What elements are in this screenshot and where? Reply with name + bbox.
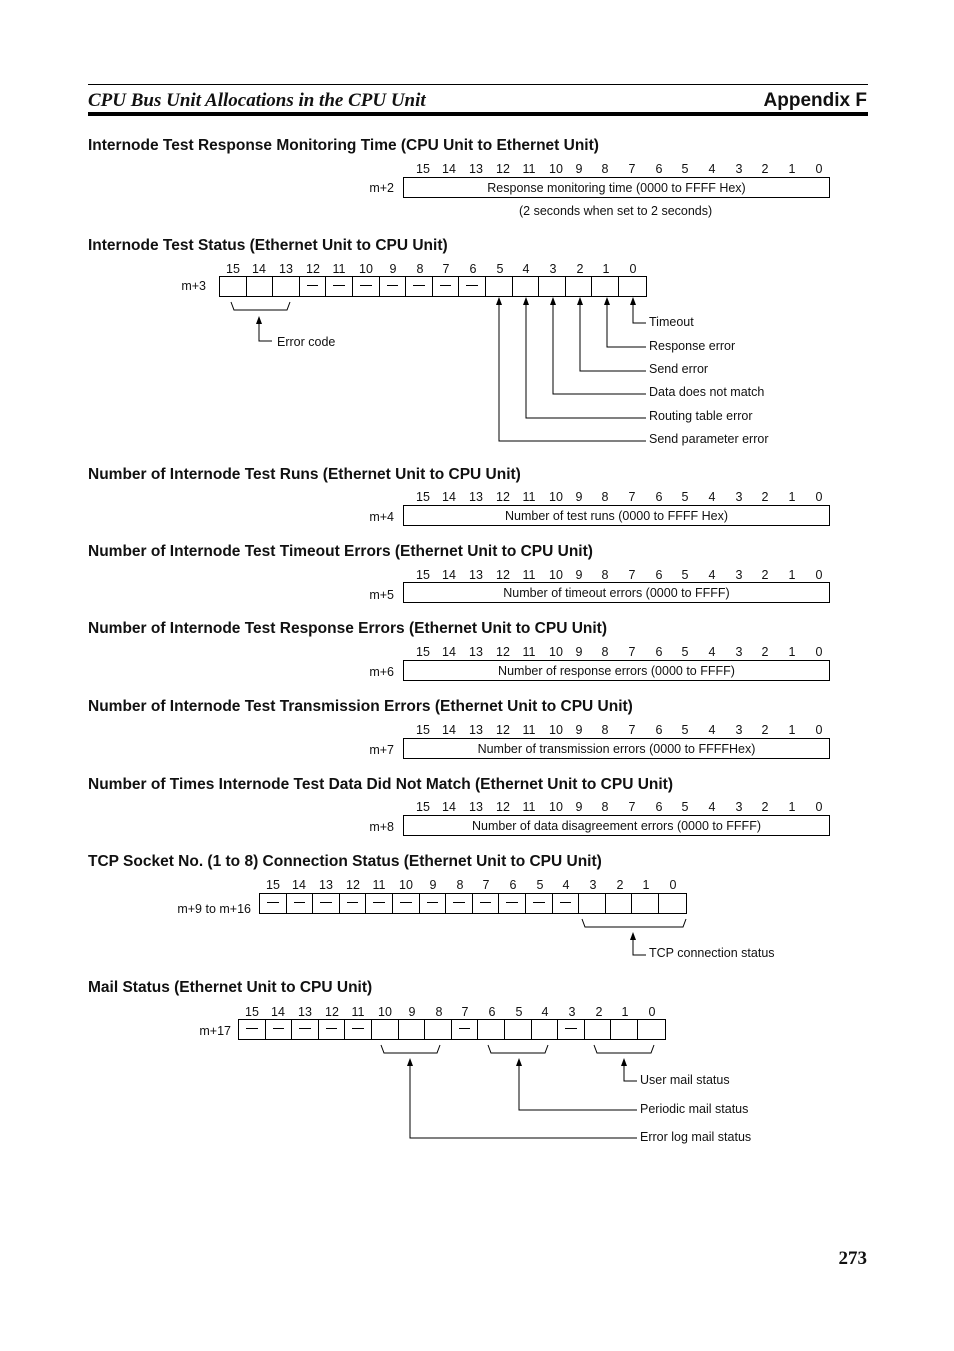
bit-number: 4 xyxy=(708,162,716,176)
bit-cell xyxy=(220,277,247,296)
bit-number: 4 xyxy=(708,645,716,659)
bit-cell-reserved xyxy=(446,894,473,913)
bit-number: 5 xyxy=(515,1005,523,1019)
bit-number: 15 xyxy=(416,645,430,659)
bit-number: 10 xyxy=(549,645,563,659)
bit-cell-reserved xyxy=(292,1020,319,1039)
bit-number: 12 xyxy=(496,800,510,814)
bit-cell xyxy=(247,277,274,296)
bit-number: 14 xyxy=(271,1005,285,1019)
bit-cell xyxy=(659,894,686,913)
bit-cell-reserved xyxy=(326,277,353,296)
bit-cell xyxy=(486,277,513,296)
bit-number: 15 xyxy=(416,568,430,582)
bit-cell-reserved xyxy=(340,894,367,913)
bit-cell-reserved xyxy=(313,894,340,913)
bit-number: 8 xyxy=(435,1005,443,1019)
bit-number: 2 xyxy=(595,1005,603,1019)
bit-number: 2 xyxy=(616,878,624,892)
bit-number: 4 xyxy=(708,800,716,814)
bit-number: 15 xyxy=(416,800,430,814)
appendix-label: Appendix F xyxy=(763,90,867,111)
bit-number: 3 xyxy=(735,568,743,582)
register-label: m+2 xyxy=(369,181,394,195)
bit-number: 10 xyxy=(549,800,563,814)
register-label: m+7 xyxy=(369,743,394,757)
section-title-internode-test-status: Internode Test Status (Ethernet Unit to CPU Unit) xyxy=(88,237,448,254)
bit-number: 10 xyxy=(359,262,373,276)
bit-number: 8 xyxy=(601,800,609,814)
label-routing-table-error: Routing table error xyxy=(649,409,753,423)
bit-number: 10 xyxy=(378,1005,392,1019)
bit-cell-reserved xyxy=(420,894,447,913)
bit-number: 2 xyxy=(761,645,769,659)
bit-number: 10 xyxy=(549,162,563,176)
bit-cell-reserved xyxy=(558,1020,585,1039)
bit-cells xyxy=(259,893,687,914)
bit-numbers xyxy=(0,723,954,739)
bit-numbers xyxy=(0,645,954,661)
bit-number: 6 xyxy=(655,800,663,814)
bit-number: 4 xyxy=(522,262,530,276)
label-user-mail-status: User mail status xyxy=(640,1073,730,1087)
bit-number: 7 xyxy=(628,800,636,814)
bit-number: 14 xyxy=(442,568,456,582)
bit-number: 0 xyxy=(815,490,823,504)
word-field-box: Response monitoring time (0000 to FFFF Hex) xyxy=(403,177,830,198)
bit-number: 13 xyxy=(298,1005,312,1019)
bit-cell-reserved xyxy=(319,1020,346,1039)
bit-cell xyxy=(425,1020,452,1039)
bit-number: 14 xyxy=(442,800,456,814)
section-title-transmission-errors: Number of Internode Test Transmission Errors (Ethernet Unit to CPU Unit) xyxy=(88,698,633,715)
bit-number: 2 xyxy=(761,162,769,176)
bit-number: 4 xyxy=(708,490,716,504)
bit-number: 10 xyxy=(549,723,563,737)
bit-number: 2 xyxy=(761,800,769,814)
bit-number: 7 xyxy=(628,490,636,504)
bit-number: 0 xyxy=(815,723,823,737)
bit-number: 5 xyxy=(681,645,689,659)
bit-number: 1 xyxy=(788,568,796,582)
bit-cell xyxy=(611,1020,638,1039)
bit-number: 10 xyxy=(549,490,563,504)
bit-number: 12 xyxy=(346,878,360,892)
bit-number: 0 xyxy=(815,800,823,814)
bit-number: 4 xyxy=(708,723,716,737)
bit-cell xyxy=(606,894,633,913)
register-label: m+5 xyxy=(369,588,394,602)
bit-cell-reserved xyxy=(345,1020,372,1039)
bit-number: 11 xyxy=(522,723,536,737)
bit-number: 7 xyxy=(628,162,636,176)
bit-number: 7 xyxy=(482,878,490,892)
bit-number: 5 xyxy=(536,878,544,892)
label-response-error: Response error xyxy=(649,339,736,353)
bit-number: 5 xyxy=(681,568,689,582)
section-title-tcp-socket-status: TCP Socket No. (1 to 8) Connection Status (Ethernet Unit to CPU Unit) xyxy=(88,853,602,870)
bit-number: 12 xyxy=(496,490,510,504)
bit-number: 6 xyxy=(509,878,517,892)
bit-number: 3 xyxy=(589,878,597,892)
bit-number: 15 xyxy=(266,878,280,892)
word-field-box: Number of data disagreement errors (0000 to FFFF) xyxy=(403,815,830,836)
bit-cell-reserved xyxy=(499,894,526,913)
bit-number: 15 xyxy=(416,162,430,176)
bit-cell-reserved xyxy=(366,894,393,913)
bit-cell-reserved xyxy=(526,894,553,913)
bit-number: 6 xyxy=(655,723,663,737)
bit-number: 12 xyxy=(496,645,510,659)
bit-number: 8 xyxy=(456,878,464,892)
bit-number: 11 xyxy=(522,645,536,659)
bit-number: 2 xyxy=(576,262,584,276)
label-send-parameter-error: Send parameter error xyxy=(649,432,769,446)
bit-number: 0 xyxy=(815,162,823,176)
bit-number: 6 xyxy=(655,162,663,176)
bit-cell-reserved xyxy=(452,1020,479,1039)
bit-number: 11 xyxy=(522,162,536,176)
bit-number: 12 xyxy=(325,1005,339,1019)
bit-number: 8 xyxy=(601,723,609,737)
bit-number: 5 xyxy=(681,490,689,504)
bit-number: 13 xyxy=(279,262,293,276)
bit-number: 7 xyxy=(628,723,636,737)
bit-cell-reserved xyxy=(260,894,287,913)
label-data-mismatch: Data does not match xyxy=(649,385,765,399)
bit-number: 3 xyxy=(735,800,743,814)
bit-number: 9 xyxy=(575,723,583,737)
bit-number: 13 xyxy=(469,162,483,176)
bit-number: 7 xyxy=(442,262,450,276)
bit-cell xyxy=(532,1020,559,1039)
bit-number: 4 xyxy=(708,568,716,582)
bit-number: 6 xyxy=(488,1005,496,1019)
bit-number: 4 xyxy=(541,1005,549,1019)
bit-number: 8 xyxy=(601,162,609,176)
bit-number: 15 xyxy=(416,723,430,737)
bit-number: 12 xyxy=(496,723,510,737)
bit-cell xyxy=(638,1020,665,1039)
register-label: m+6 xyxy=(369,665,394,679)
bit-number: 10 xyxy=(549,568,563,582)
bit-number: 14 xyxy=(442,490,456,504)
bit-number: 11 xyxy=(522,568,536,582)
bit-number: 9 xyxy=(575,800,583,814)
bit-number: 0 xyxy=(815,568,823,582)
label-error-log-mail-status: Error log mail status xyxy=(640,1130,752,1144)
bit-cell-reserved xyxy=(393,894,420,913)
bit-number: 1 xyxy=(621,1005,629,1019)
bit-numbers xyxy=(0,162,954,178)
bit-number: 5 xyxy=(496,262,504,276)
bit-number: 3 xyxy=(549,262,557,276)
label-tcp-connection-status: TCP connection status xyxy=(649,946,775,960)
bit-number: 12 xyxy=(496,162,510,176)
bit-number: 11 xyxy=(351,1005,365,1019)
bit-number: 4 xyxy=(562,878,570,892)
bit-number: 1 xyxy=(788,490,796,504)
bit-number: 6 xyxy=(469,262,477,276)
bit-cell-reserved xyxy=(239,1020,266,1039)
bit-number: 8 xyxy=(601,490,609,504)
bit-number: 6 xyxy=(655,568,663,582)
bit-number: 13 xyxy=(469,800,483,814)
bit-number: 7 xyxy=(628,645,636,659)
bit-number: 13 xyxy=(469,723,483,737)
bit-number: 1 xyxy=(788,723,796,737)
bit-cell xyxy=(273,277,300,296)
label-periodic-mail-status: Periodic mail status xyxy=(640,1102,749,1116)
bit-number: 14 xyxy=(442,162,456,176)
bit-cell-reserved xyxy=(459,277,486,296)
bit-cell xyxy=(478,1020,505,1039)
bit-number: 14 xyxy=(252,262,266,276)
bit-number: 9 xyxy=(429,878,437,892)
bit-number: 14 xyxy=(442,645,456,659)
section-title-response-errors: Number of Internode Test Response Errors (Ethernet Unit to CPU Unit) xyxy=(88,620,608,637)
word-field-box: Number of timeout errors (0000 to FFFF) xyxy=(403,582,830,603)
bit-number: 8 xyxy=(601,645,609,659)
bit-number: 3 xyxy=(735,723,743,737)
bit-cell-reserved xyxy=(353,277,380,296)
bit-number: 11 xyxy=(522,490,536,504)
bit-cell xyxy=(399,1020,426,1039)
bit-number: 7 xyxy=(461,1005,469,1019)
bit-number: 1 xyxy=(602,262,610,276)
bit-number: 0 xyxy=(669,878,677,892)
bit-number: 15 xyxy=(245,1005,259,1019)
bit-cell-reserved xyxy=(473,894,500,913)
label-error-code: Error code xyxy=(277,335,336,349)
bit-number: 0 xyxy=(629,262,637,276)
bit-cell-reserved xyxy=(266,1020,293,1039)
bit-numbers xyxy=(0,490,954,506)
bit-number: 2 xyxy=(761,723,769,737)
bit-number: 13 xyxy=(319,878,333,892)
bit-number: 11 xyxy=(372,878,386,892)
word-field-box: Number of test runs (0000 to FFFF Hex) xyxy=(403,505,830,526)
bit-number: 14 xyxy=(442,723,456,737)
section-title-test-runs: Number of Internode Test Runs (Ethernet Unit to CPU Unit) xyxy=(88,466,521,483)
register-label: m+3 xyxy=(181,279,206,293)
bit-number: 3 xyxy=(568,1005,576,1019)
bit-cell xyxy=(632,894,659,913)
bit-number: 2 xyxy=(761,490,769,504)
running-header-title: CPU Bus Unit Allocations in the CPU Unit xyxy=(88,90,426,111)
bit-cells xyxy=(238,1019,666,1040)
bit-cell xyxy=(372,1020,399,1039)
bit-cell xyxy=(539,277,566,296)
bit-number: 11 xyxy=(332,262,346,276)
bit-numbers xyxy=(0,800,954,816)
bit-number: 5 xyxy=(681,723,689,737)
word-field-box: Number of transmission errors (0000 to FFFFHex) xyxy=(403,738,830,759)
bit-number: 13 xyxy=(469,568,483,582)
field-note: (2 seconds when set to 2 seconds) xyxy=(519,204,713,218)
bit-number: 1 xyxy=(788,645,796,659)
bit-number: 1 xyxy=(788,162,796,176)
bit-cell xyxy=(566,277,593,296)
bit-cell-reserved xyxy=(287,894,314,913)
bit-number: 12 xyxy=(306,262,320,276)
bit-number: 1 xyxy=(788,800,796,814)
bit-number: 13 xyxy=(469,645,483,659)
label-timeout: Timeout xyxy=(649,315,694,329)
bit-cell xyxy=(513,277,540,296)
bit-number: 0 xyxy=(815,645,823,659)
bit-number: 3 xyxy=(735,490,743,504)
bit-number: 10 xyxy=(399,878,413,892)
bit-number: 5 xyxy=(681,800,689,814)
bit-number: 6 xyxy=(655,645,663,659)
bit-cell-reserved xyxy=(380,277,407,296)
bit-number: 8 xyxy=(601,568,609,582)
bit-cell xyxy=(585,1020,612,1039)
bit-number: 1 xyxy=(642,878,650,892)
bit-number: 0 xyxy=(648,1005,656,1019)
bit-number: 9 xyxy=(408,1005,416,1019)
bit-number: 2 xyxy=(761,568,769,582)
bit-number: 15 xyxy=(416,490,430,504)
bit-number: 9 xyxy=(575,490,583,504)
section-title-data-mismatch-count: Number of Times Internode Test Data Did Not Match (Ethernet Unit to CPU Unit) xyxy=(88,776,674,793)
label-send-error: Send error xyxy=(649,362,709,376)
word-field-box: Number of response errors (0000 to FFFF) xyxy=(403,660,830,681)
register-label: m+8 xyxy=(369,820,394,834)
bit-number: 3 xyxy=(735,162,743,176)
bit-number: 9 xyxy=(575,162,583,176)
register-label: m+17 xyxy=(199,1024,231,1038)
bit-number: 9 xyxy=(575,568,583,582)
bit-number: 7 xyxy=(628,568,636,582)
bit-cell-reserved xyxy=(433,277,460,296)
bit-number: 8 xyxy=(416,262,424,276)
bit-cell-reserved xyxy=(553,894,580,913)
bit-cell-reserved xyxy=(300,277,327,296)
bit-number: 15 xyxy=(226,262,240,276)
bit-number: 11 xyxy=(522,800,536,814)
bit-numbers xyxy=(0,878,954,894)
bit-number: 9 xyxy=(389,262,397,276)
bit-cell xyxy=(579,894,606,913)
section-title-response-monitoring-time: Internode Test Response Monitoring Time (CPU Unit to Ethernet Unit) xyxy=(88,137,599,154)
bit-number: 9 xyxy=(575,645,583,659)
register-label: m+9 to m+16 xyxy=(177,902,251,916)
bit-number: 6 xyxy=(655,490,663,504)
section-title-timeout-errors: Number of Internode Test Timeout Errors (Ethernet Unit to CPU Unit) xyxy=(88,543,593,560)
bit-cell-reserved xyxy=(406,277,433,296)
bit-number: 5 xyxy=(681,162,689,176)
bit-number: 3 xyxy=(735,645,743,659)
bit-number: 13 xyxy=(469,490,483,504)
bit-cell xyxy=(505,1020,532,1039)
page-number: 273 xyxy=(838,1248,867,1269)
register-label: m+4 xyxy=(369,510,394,524)
bit-cells xyxy=(219,276,647,297)
bit-number: 14 xyxy=(292,878,306,892)
section-title-mail-status: Mail Status (Ethernet Unit to CPU Unit) xyxy=(88,979,373,996)
bit-number: 12 xyxy=(496,568,510,582)
bit-cell xyxy=(619,277,646,296)
bit-cell xyxy=(592,277,619,296)
